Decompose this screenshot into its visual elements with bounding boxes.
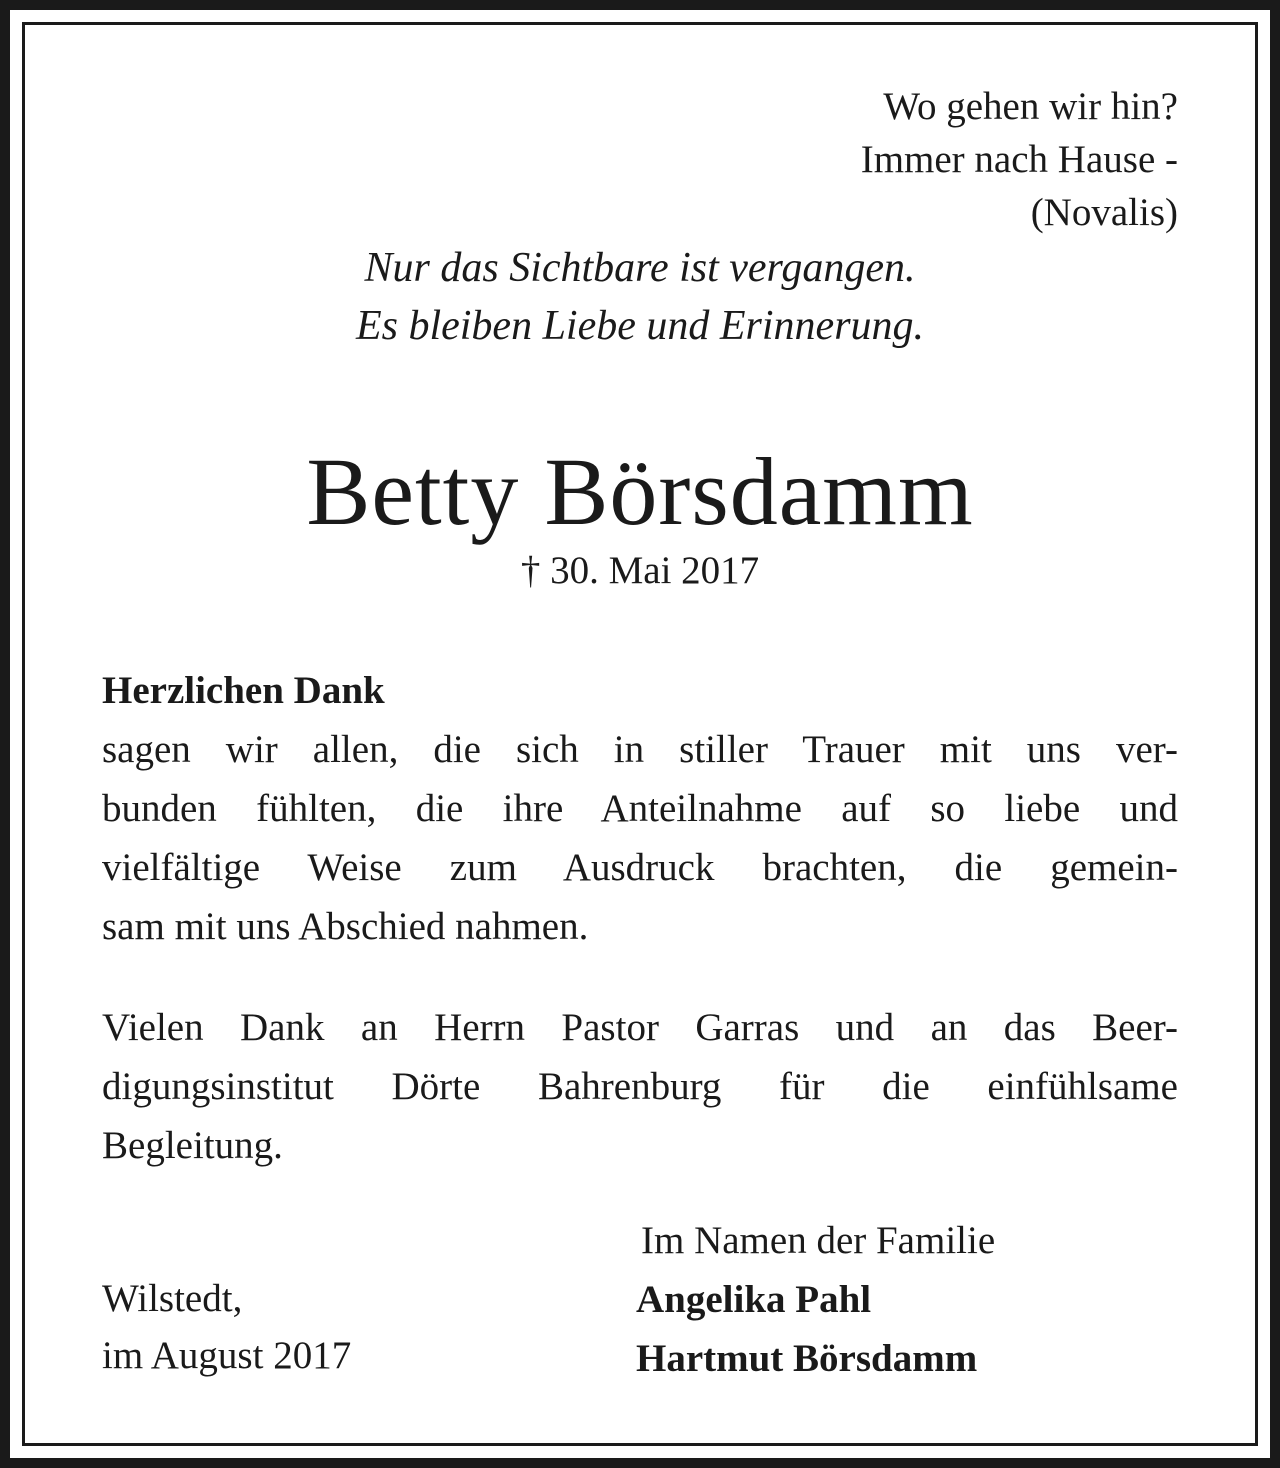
extra-thanks-paragraph xyxy=(102,998,1178,1175)
thanks-line: bunden fühlten, die ihre Anteilnahme auf so liebe und xyxy=(102,787,1178,830)
thanks-line: sam mit uns Abschied nahmen. xyxy=(102,905,589,948)
family-intro: Im Namen der Familie xyxy=(641,1219,996,1262)
quote-line: Nur das Sichtbare ist vergangen. xyxy=(364,245,916,291)
place-date-line: im August 2017 xyxy=(102,1334,352,1377)
thanks-paragraph xyxy=(102,661,1178,956)
quote-line: Es bleiben Liebe und Erinnerung. xyxy=(355,303,925,349)
family-signature xyxy=(636,1211,995,1388)
motto-line: Wo gehen wir hin? xyxy=(883,85,1178,128)
death-date: † 30. Mai 2017 xyxy=(520,549,760,592)
motto xyxy=(861,80,1178,239)
extra-line: Begleitung. xyxy=(102,1124,283,1167)
thanks-heading: Herzlichen Dank xyxy=(102,669,385,712)
motto-attribution: (Novalis) xyxy=(1030,191,1178,234)
thanks-line: vielfältige Weise zum Ausdruck brachten, die gemein- xyxy=(102,846,1178,889)
signer-name: Angelika Pahl xyxy=(636,1278,872,1321)
place-date xyxy=(102,1270,351,1384)
extra-line: digungsinstitut Dörte Bahrenburg für die einfühlsame xyxy=(102,1065,1178,1108)
thanks-line: sagen wir allen, die sich in stiller Trauer mit uns ver- xyxy=(102,728,1178,771)
extra-line: Vielen Dank an Herrn Pastor Garras und an das Beer- xyxy=(102,1006,1178,1049)
memorial-quote xyxy=(0,239,1280,355)
signer-name: Hartmut Börsdamm xyxy=(636,1337,978,1380)
motto-line: Immer nach Hause - xyxy=(860,138,1178,181)
deceased-name: Betty Börsdamm xyxy=(306,438,974,545)
place-city: Wilstedt, xyxy=(102,1277,243,1320)
